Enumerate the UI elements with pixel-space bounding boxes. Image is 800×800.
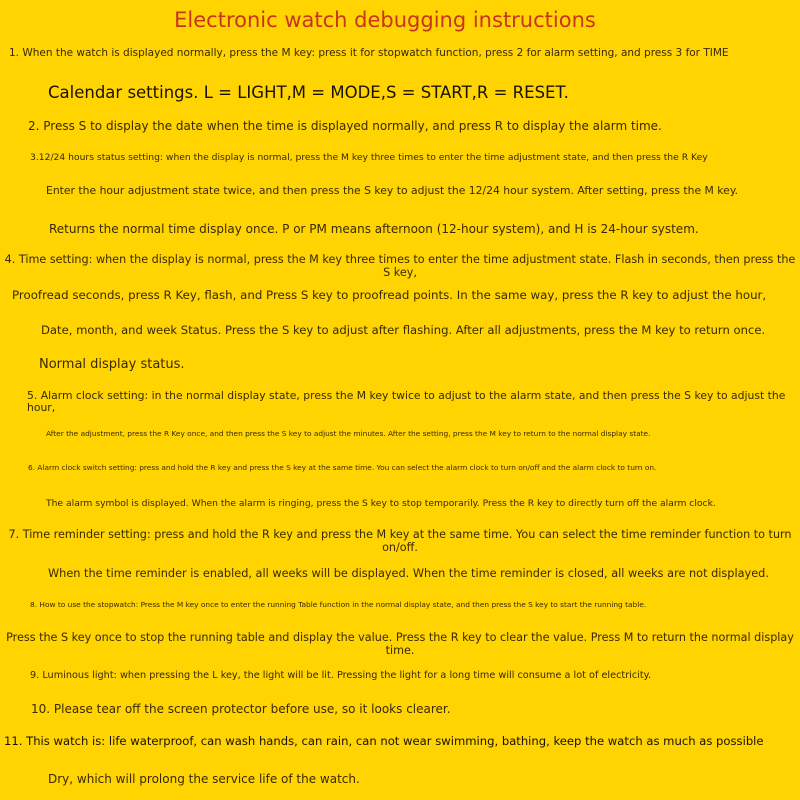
instruction-line-21: 11. This watch is: life waterproof, can wash hands, can rain, can not wear swimming, bathing, keep the watch as much as possible [4,734,764,748]
page-title: Electronic watch debugging instructions [174,8,596,32]
instruction-line-11: 5. Alarm clock setting: in the normal display state, press the M key twice to adjust to the alarm state, and then press the S key to adjust the hour, [27,389,786,415]
instruction-line-20: 10. Please tear off the screen protector before use, so it looks clearer. [31,702,451,716]
instruction-line-1: 1. When the watch is displayed normally, press the M key: press it for stopwatch function, press 2 for alarm setting, and press 3 for TIME [9,47,729,59]
instruction-line-12: After the adjustment, press the R Key once, and then press the S key to adjust the minutes. After the setting, press the M key to return to the normal display state. [46,429,651,438]
instruction-line-22: Dry, which will prolong the service life of the watch. [48,772,360,786]
instruction-line-17: 8. How to use the stopwatch: Press the M key once to enter the running Table function in the normal display state, and then press the S key to start the running table. [30,600,647,609]
instruction-line-2: Calendar settings. L = LIGHT,M = MODE,S = START,R = RESET. [48,83,569,102]
instruction-line-4: 3.12/24 hours status setting: when the display is normal, press the M key three times to enter the time adjustment state, and then press the R Key [30,152,708,163]
instruction-line-6: Returns the normal time display once. P or PM means afternoon (12-hour system), and H is 24-hour system. [49,222,699,236]
instruction-line-18: Press the S key once to stop the running table and display the value. Press the R key to clear the value. Press M to return the normal display time. [6,631,794,657]
instruction-line-7: 4. Time setting: when the display is normal, press the M key three times to enter the time adjustment state. Flash in seconds, then press the S key, [4,253,796,279]
instruction-line-14: The alarm symbol is displayed. When the alarm is ringing, press the S key to stop temporarily. Press the R key to directly turn off the alarm clock. [46,498,716,509]
instruction-line-5: Enter the hour adjustment state twice, and then press the S key to adjust the 12/24 hour system. After setting, press the M key. [46,184,739,197]
instruction-line-16: When the time reminder is enabled, all weeks will be displayed. When the time reminder is closed, all weeks are not displayed. [48,567,769,580]
instruction-line-9: Date, month, and week Status. Press the S key to adjust after flashing. After all adjustments, press the M key to return once. [41,323,766,337]
instruction-line-15: 7. Time reminder setting: press and hold the R key and press the M key at the same time. You can select the time reminder function to turn on/off. [8,528,792,554]
instruction-line-8: Proofread seconds, press R Key, flash, and Press S key to proofread points. In the same way, press the R key to adjust the hour, [12,288,767,302]
instruction-line-19: 9. Luminous light: when pressing the L key, the light will be lit. Pressing the light for a long time will consume a lot of electricity. [30,670,652,681]
instruction-line-13: 6. Alarm clock switch setting: press and hold the R key and press the S key at the same time. You can select the alarm clock to turn on/off and the alarm clock to turn on. [28,463,657,472]
instruction-line-10: Normal display status. [39,357,185,372]
instruction-line-3: 2. Press S to display the date when the time is displayed normally, and press R to display the alarm time. [28,119,662,133]
